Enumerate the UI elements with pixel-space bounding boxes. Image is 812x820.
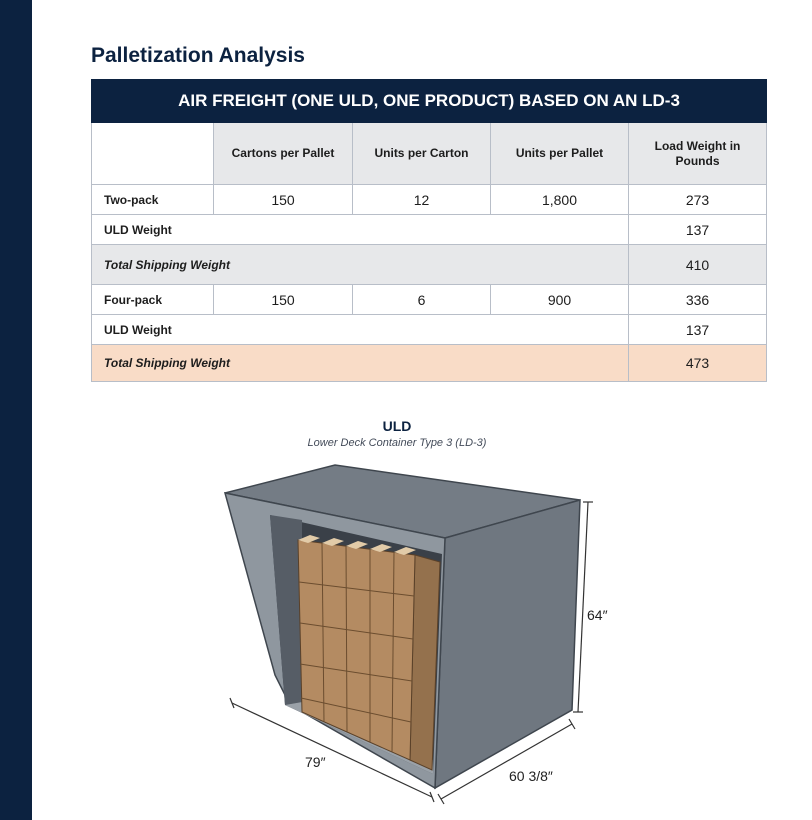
row-label: ULD Weight <box>92 315 214 345</box>
uld-container-illustration <box>210 460 630 810</box>
table-row <box>92 215 767 245</box>
width-dimension-label: 79″ <box>305 754 326 770</box>
table-banner: AIR FREIGHT (ONE ULD, ONE PRODUCT) BASED ON AN LD-3 <box>92 80 767 123</box>
header-empty-cell <box>92 123 214 185</box>
diagram-title: ULD <box>382 418 412 434</box>
total-row-highlighted <box>92 345 767 382</box>
table-cell: 150 <box>214 285 353 315</box>
table-cell: 473 <box>629 345 767 382</box>
table-cell: 6 <box>353 285 491 315</box>
column-header: Units per Pallet <box>491 123 629 185</box>
row-label: Two-pack <box>92 185 214 215</box>
table-cell: 410 <box>629 245 767 285</box>
depth-dimension-label: 60 3/8″ <box>509 768 553 784</box>
row-label: Total Shipping Weight <box>92 345 353 382</box>
table-cell: 273 <box>629 185 767 215</box>
diagram-subtitle: Lower Deck Container Type 3 (LD-3) <box>307 437 487 449</box>
row-label: Total Shipping Weight <box>92 245 353 285</box>
column-header: Load Weight in Pounds <box>629 123 767 185</box>
table-cell: 137 <box>629 315 767 345</box>
column-header: Units per Carton <box>353 123 491 185</box>
row-label: ULD Weight <box>92 215 214 245</box>
table-row <box>92 185 767 215</box>
container-right-face <box>435 500 580 788</box>
column-header: Cartons per Pallet <box>214 123 353 185</box>
row-label: Four-pack <box>92 285 214 315</box>
table-cell: 150 <box>214 185 353 215</box>
page-title: Palletization Analysis <box>91 44 305 67</box>
table-cell: 336 <box>629 285 767 315</box>
height-dimension-label: 64″ <box>587 607 608 623</box>
table-cell: 900 <box>491 285 629 315</box>
table-cell: 137 <box>629 215 767 245</box>
total-row <box>92 245 767 285</box>
table-row <box>92 315 767 345</box>
table-cell: 1,800 <box>491 185 629 215</box>
carton-stack-front <box>298 540 415 760</box>
table-cell: 12 <box>353 185 491 215</box>
table-row <box>92 285 767 315</box>
left-accent-bar <box>0 0 32 820</box>
palletization-table <box>91 79 767 382</box>
